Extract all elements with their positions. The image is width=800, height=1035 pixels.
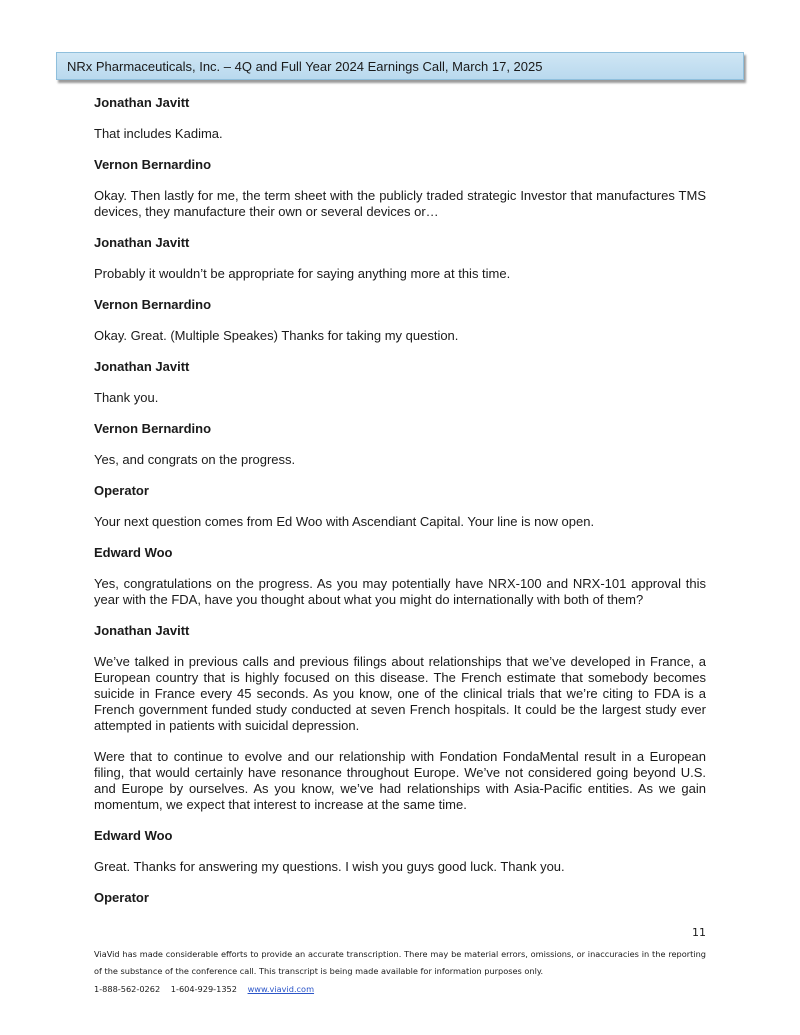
phone-number: 1-888-562-0262 [94,984,161,994]
speech-paragraph: Your next question comes from Ed Woo with Ascendiant Capital. Your line is now open. [94,514,595,529]
speech-paragraph: Thank you. [94,390,159,405]
speech-paragraph: Great. Thanks for answering my questions. I wish you guys good luck. Thank you. [94,859,565,874]
speaker-name: Vernon Bernardino [94,297,212,312]
speech-paragraph: Okay. Then lastly for me, the term sheet with the publicly traded strategic Investor that manufactures TMS devices, they manufacture their own or several devices or… [94,188,706,219]
transcript-body [94,95,706,921]
document-header [56,52,744,80]
contact-line [94,982,706,996]
page-footer [94,926,706,996]
speech-paragraph: Probably it wouldn’t be appropriate for saying anything more at this time. [94,266,511,281]
speech-paragraph: That includes Kadima. [94,126,223,141]
speaker-name: Vernon Bernardino [94,157,212,172]
speaker-name: Edward Woo [94,545,173,560]
speaker-name: Operator [94,483,149,498]
speaker-name: Jonathan Javitt [94,359,190,374]
speaker-name: Edward Woo [94,828,173,843]
speaker-name: Jonathan Javitt [94,95,190,110]
speaker-name: Jonathan Javitt [94,235,190,250]
phone-number: 1-604-929-1352 [170,984,237,994]
website-link[interactable]: www.viavid.com [247,984,315,994]
speech-paragraph: Yes, and congrats on the progress. [94,452,296,467]
page-number: 11 [692,926,706,939]
speaker-name: Jonathan Javitt [94,623,190,638]
speech-paragraph: Yes, congratulations on the progress. As you may potentially have NRX-100 and NRX-101 approval this year with the FDA, have you thought about what you might do internationally with both of them? [94,576,706,607]
document-title: NRx Pharmaceuticals, Inc. – 4Q and Full Year 2024 Earnings Call, March 17, 2025 [67,59,543,74]
speech-paragraph: We’ve talked in previous calls and previous filings about relationships that we’ve developed in France, a European country that is highly focused on this disease. The French estimate that somebody becomes suicide in France every 45 seconds. As you know, one of the clinical trials that we’re citing to FDA is a French government funded study conducted at seven French hospitals. It could be the largest study ever attempted in patients with suicidal depression. [94,654,706,733]
speech-paragraph: Were that to continue to evolve and our relationship with Fondation FondaMental result in a European filing, that would certainly have resonance throughout Europe. We’ve not considered going beyond U.S. and Europe by ourselves. As you know, we’ve had relationships with Asia-Pacific entities. As we gain momentum, we expect that interest to increase at the same time. [94,749,706,812]
speaker-name: Operator [94,890,149,905]
speaker-name: Vernon Bernardino [94,421,212,436]
speech-paragraph: Okay. Great. (Multiple Speakes) Thanks for taking my question. [94,328,459,343]
transcription-disclaimer: ViaVid has made considerable efforts to provide an accurate transcription. There may be material errors, omissions, or inaccuracies in the reporting of the substance of the conference call. This transcript is being made available for information purposes only. [94,949,706,976]
